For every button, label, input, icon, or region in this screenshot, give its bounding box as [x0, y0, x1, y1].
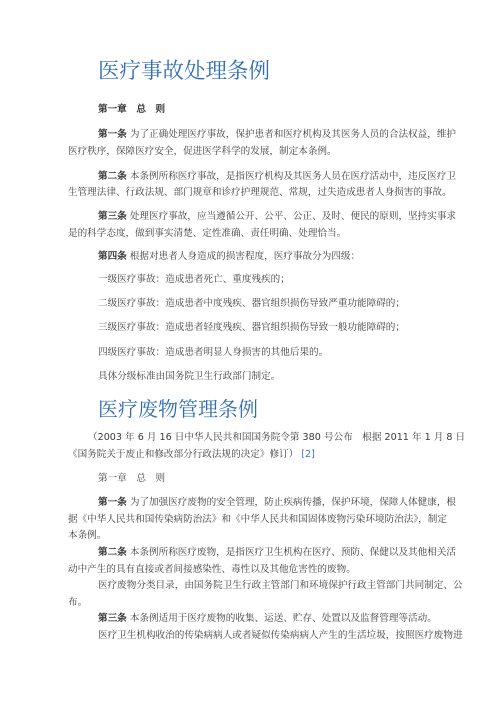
waste-article-1-first-line — [98, 496, 456, 510]
article-number: 第三条 — [98, 613, 127, 624]
article-text: 根据对患者人身造成的损害程度，医疗事故分为四级： — [129, 251, 361, 262]
article-text: 为了加强医疗废物的安全管理，防止疾病传播，保护环境，保障人体健康，根 — [129, 497, 457, 508]
article-number: 第二条 — [98, 547, 127, 558]
accident-level-4: 四级医疗事故：造成患者明显人身损害的其他后果的。 — [98, 347, 329, 358]
article-4-first-line — [98, 250, 360, 264]
source-note-line-1: （2003 年 6 月 16 日中华人民共和国国务院令第 380 号公布 根据 2011 年 1 月 8 日 — [88, 432, 466, 443]
waste-article-2-second-line: 动中产生的具有直接或者间接感染性、毒性以及其他危害性的废物。 — [68, 564, 356, 575]
article-3-second-line: 是的科学态度，做到事实清楚、定性准确、责任明确、处理恰当。 — [68, 228, 347, 239]
article-text: 本条例所称医疗废物，是指医疗卫生机构在医疗、预防、保健以及其他相关活 — [129, 547, 457, 558]
document-title-2: 医疗废物管理条例 — [98, 397, 258, 421]
article-number: 第二条 — [98, 171, 127, 182]
accident-level-3: 三级医疗事故：造成患者轻度残疾、器官组织损伤导致一般功能障碍的； — [98, 322, 405, 333]
article-number: 第三条 — [98, 211, 127, 222]
source-note-line-2 — [68, 448, 315, 462]
reference-link[interactable]: [2] — [301, 449, 315, 460]
source-note-text: 《国务院关于废止和修改部分行政法规的决定》修订） — [68, 449, 299, 460]
article-text: 本条例所称医疗事故，是指医疗机构及其医务人员在医疗活动中，违反医疗卫 — [129, 171, 457, 182]
waste-article-2-fourth-line: 布。 — [68, 597, 88, 608]
article-text: 本条例适用于医疗废物的收集、运送、贮存、处置以及监督管理等活动。 — [129, 613, 437, 624]
accident-level-1: 一级医疗事故：造成患者死亡、重度残疾的； — [98, 274, 290, 285]
document-title-1: 医疗事故处理条例 — [98, 59, 271, 84]
article-text: 为了正确处理医疗事故，保护患者和医疗机构及其医务人员的合法权益，维护 — [129, 129, 457, 140]
waste-article-3-first-line — [98, 612, 437, 626]
waste-article-2-third-line: 医疗废物分类目录，由国务院卫生行政主管部门和环境保护行政主管部门共同制定、公 — [98, 580, 463, 591]
waste-article-1-third-line: 本条例。 — [68, 530, 107, 541]
article-2-first-line — [98, 170, 456, 184]
article-1-second-line: 医疗秩序，保障医疗安全，促进医学科学的发展，制定本条例。 — [68, 146, 337, 157]
grading-standard-note: 具体分级标准由国务院卫生行政部门制定。 — [98, 371, 281, 382]
article-3-first-line — [98, 210, 456, 224]
article-text: 处理医疗事故，应当遵循公开、公平、公正、及时、便民的原则，坚持实事求 — [129, 211, 457, 222]
article-number: 第一条 — [98, 497, 127, 508]
chapter-heading-1: 第一章 总 则 — [98, 104, 166, 115]
article-1-first-line — [98, 128, 456, 142]
waste-article-2-first-line — [98, 546, 456, 560]
article-number: 第四条 — [98, 251, 127, 262]
waste-article-1-second-line: 据《中华人民共和国传染病防治法》和《中华人民共和国固体废物污染环境防治法》，制定 — [68, 514, 447, 525]
article-number: 第一条 — [98, 129, 127, 140]
article-2-second-line: 生管理法律、行政法规、部门规章和诊疗护理规范、常规，过失造成患者人身损害的事故。 — [68, 187, 452, 198]
waste-article-3-second-line: 医疗卫生机构收治的传染病病人或者疑似传染病病人产生的生活垃圾，按照医疗废物进 — [98, 630, 463, 641]
accident-level-2: 二级医疗事故：造成患者中度残疾、器官组织损伤导致严重功能障碍的； — [98, 298, 405, 309]
chapter-heading-2: 第一章 总 则 — [98, 473, 166, 484]
